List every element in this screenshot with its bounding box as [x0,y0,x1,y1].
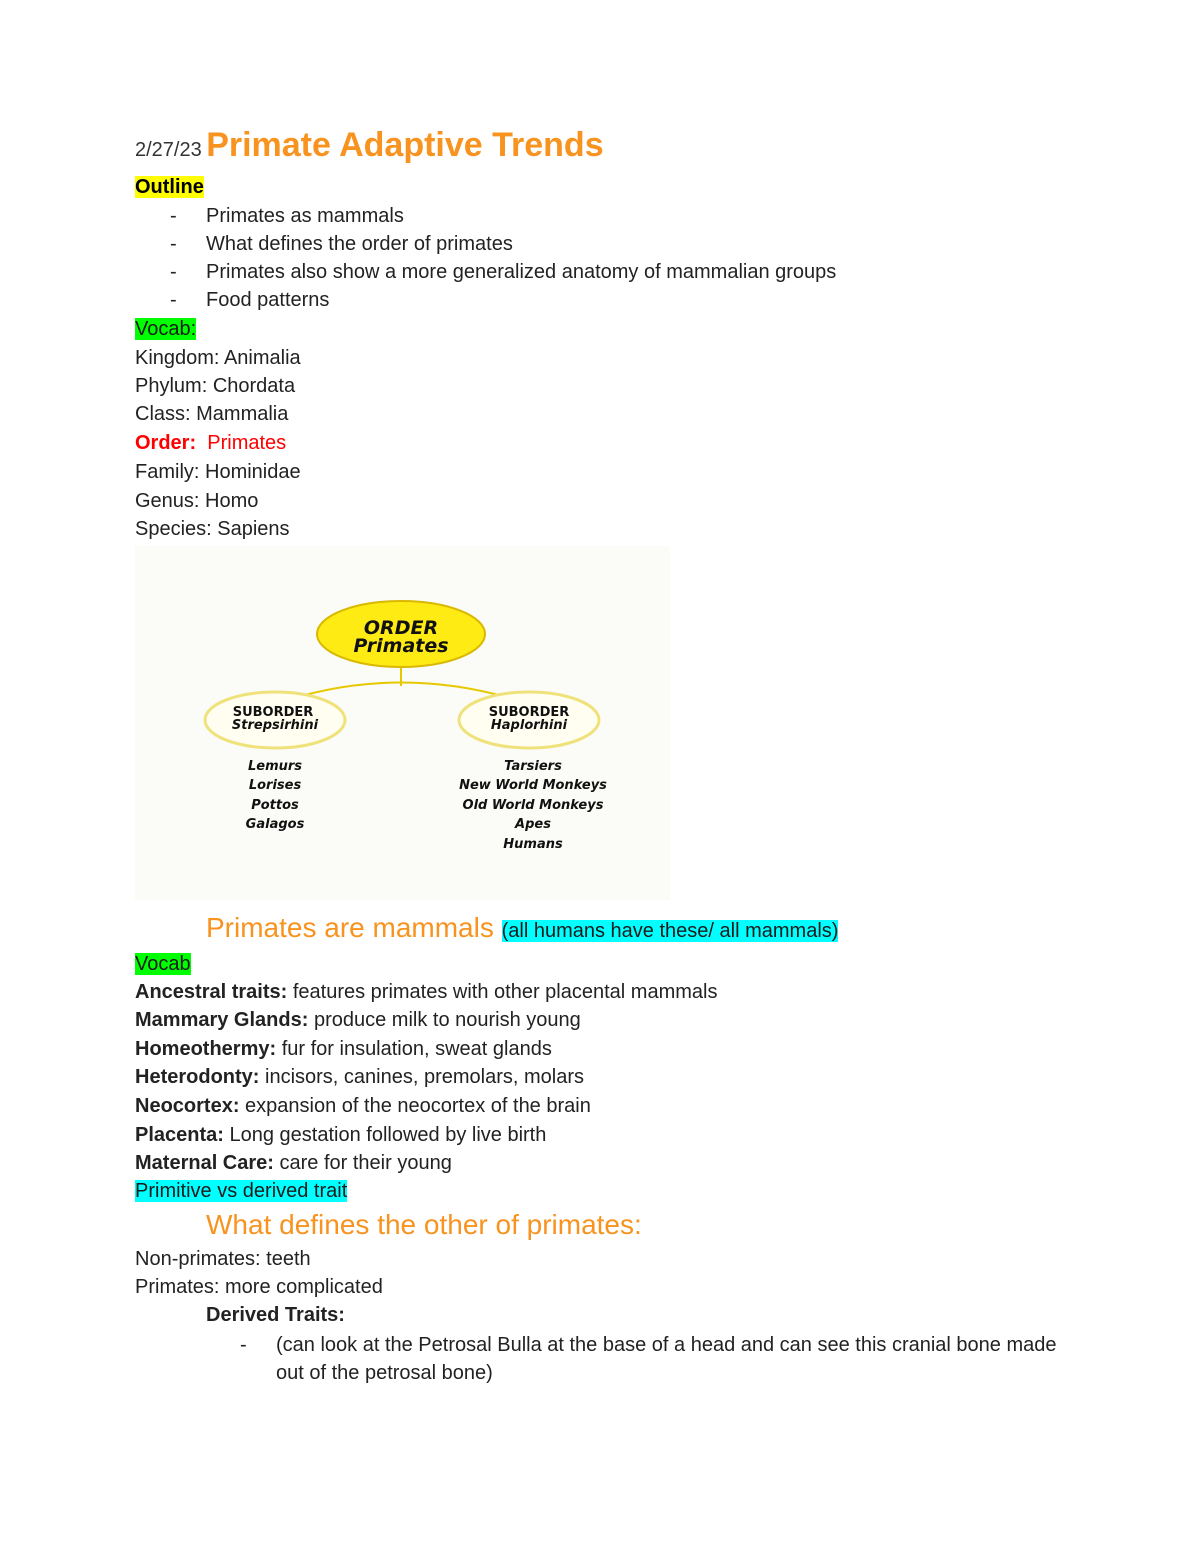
title-row [135,126,604,165]
derived-trait-text: (can look at the Petrosal Bulla at the base of a head and can see this cranial bone made out of the petrosal bone) [276,1334,1057,1384]
document-page: 2/27/23 Primate Adaptive Trends Outline - Primates as mammals - What defines the order of primates - Primates also show a more generalized anatomy of mammalian groups - Food patterns Vocab: Kingdom: Animalia Phylum: Chordata Class: Mammalia Order: Primates Family: Hominidae Genus: Homo Species: Sapiens ORDER Primates SUBORDER Strepsirhini SUBORDER Haplorhini Lemurs Lorises Pottos Galagos Tarsiers New World Monkeys Old World Monkeys Apes Humans Primates are mammals (all humans have these/ all mammals) Vocab Ancestral traits: features primates with other placental mammals Mammary Glands: produce milk to nourish young Homeothermy: fur for insulation, sweat glands Heterodonty: incisors, canines, premolars, molars Neocortex: expansion of the neocortex of the brain Placenta: Long gestation followed by live birth Maternal Care: care for their young Primitive vs derived trait What defines the other of primates: Non-primates: teeth Primates: more complicated Derived Traits: - (can look at the Petrosal Bulla at the base of a head and can see this cranial bone made out of the petrosal bone) [0,0,1200,1553]
outline-label-line [135,173,204,201]
body-line: Non-primates: teeth [135,1248,311,1270]
outline-label: Outline [135,176,204,198]
taxonomy-line: Class: Mammalia [135,403,289,425]
taxonomy-line: Species: Sapiens [135,518,290,540]
left-member: Pottos [251,798,299,813]
right-member: Tarsiers [504,759,562,774]
taxonomy-line: Family: Hominidae [135,461,301,483]
suborder-left-line1: SUBORDER [232,705,314,720]
section-heading-defines: What defines the other of primates: [206,1209,642,1240]
taxonomy-line: Kingdom: Animalia [135,347,301,369]
vocab2-label: Vocab [135,953,191,975]
left-member: Galagos [245,817,305,832]
body-line: Primates: more complicated [135,1276,383,1298]
suborder-right-line1: SUBORDER [488,705,570,720]
taxonomy-line: Phylum: Chordata [135,375,296,397]
vocab-term-line: Maternal Care: care for their young [135,1152,452,1174]
vocab-term-line: Ancestral traits: features primates with other placental mammals [135,981,718,1003]
vocab-label-line [135,315,196,343]
section-note: (all humans have these/ all mammals) [501,920,839,942]
vocab-term-line: Mammary Glands: produce milk to nourish young [135,1009,581,1031]
primitive-derived-highlight: Primitive vs derived trait [135,1180,348,1202]
vocab-term-line: Placenta: Long gestation followed by live birth [135,1124,547,1146]
outline-item: - Primates also show a more generalized anatomy of mammalian groups [170,261,837,283]
vocab-term-line: Homeothermy: fur for insulation, sweat glands [135,1038,552,1060]
left-member: Lemurs [247,759,303,774]
vocab-term-line: Neocortex: expansion of the neocortex of the brain [135,1095,591,1117]
vocab-label: Vocab: [135,318,197,340]
note-date: 2/27/23 [135,139,202,161]
order-node-line2: Primates [353,635,449,657]
right-member: Old World Monkeys [462,798,604,813]
suborder-left-line2: Strepsirhini [231,718,319,733]
taxonomy-line-order: Order: Primates [135,432,287,454]
vocab2-label-line [135,950,191,978]
outline-item: - Primates as mammals [170,205,404,227]
right-member: New World Monkeys [459,778,607,793]
right-member: Humans [503,837,563,852]
outline-item: - Food patterns [170,289,330,311]
derived-traits-label: Derived Traits: [206,1304,345,1326]
left-member: Lorises [248,778,302,793]
page-title: Primate Adaptive Trends [206,126,604,164]
section-heading-mammals: Primates are mammals (all humans have these/ all mammals) [206,912,839,943]
outline-item: - What defines the order of primates [170,233,513,255]
right-member: Apes [515,817,551,832]
order-node-line1: ORDER [363,617,439,639]
primate-order-diagram [135,546,670,900]
taxonomy-line: Genus: Homo [135,490,259,512]
highlight-line [135,1177,347,1205]
vocab-term-line: Heterodonty: incisors, canines, premolars, molars [135,1066,585,1088]
suborder-right-line2: Haplorhini [490,718,568,733]
